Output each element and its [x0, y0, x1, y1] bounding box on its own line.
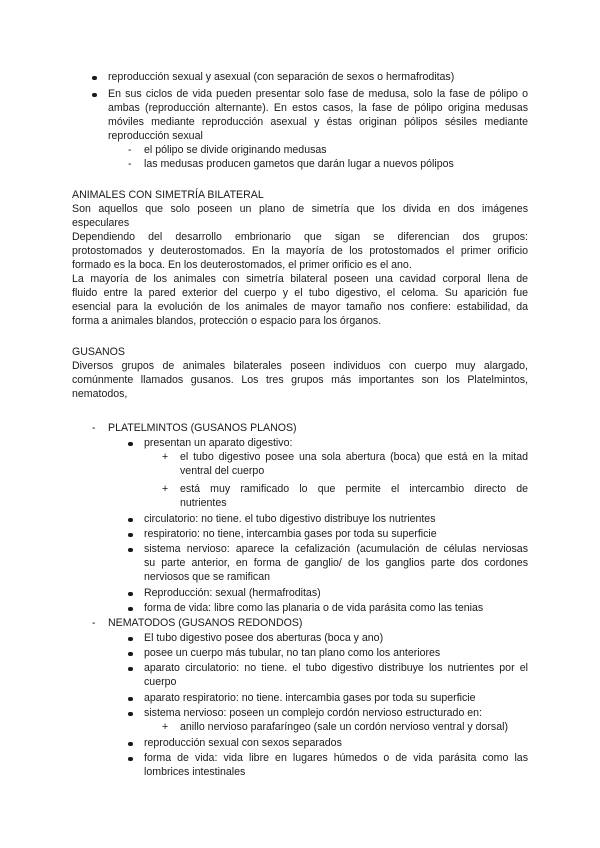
- nem-forma-vida: forma de vida: vida libre en lugares húmedos o de vida parásita como las: [144, 752, 528, 764]
- ciclo-line: móviles mediante reproducción asexual y éstas originan pólipos sésiles mediante: [108, 116, 528, 128]
- simetria-line: Dependiendo del desarrollo embrionario que sigan se diferencian dos grupos:: [72, 231, 528, 243]
- simetria-line: Son aquellos que solo poseen un plano de simetría que los divida en dos imágenes: [72, 203, 528, 215]
- plat-reproduccion: Reproducción: sexual (hermafroditas): [144, 587, 321, 599]
- platelmintos-title: PLATELMINTOS (GUSANOS PLANOS): [108, 422, 297, 434]
- simetria-line: La mayoría de los animales con simetría bilateral poseen una cavidad corporal llena de: [72, 273, 528, 285]
- dash-marker: -: [128, 158, 132, 170]
- dash-marker: -: [92, 422, 96, 434]
- plat-circulatorio: circulatorio: no tiene. el tubo digestivo distribuye los nutrientes: [144, 513, 436, 525]
- plat-digestivo-sub: está muy ramificado lo que permite el intercambio directo de: [180, 483, 528, 495]
- simetria-line: formado es la boca. En los deuterostomados, el primer orificio es el ano.: [72, 259, 412, 271]
- nem-forma-vida: lombrices intestinales: [144, 766, 246, 778]
- nem-cuerpo: posee un cuerpo más tubular, no tan plano como los anteriores: [144, 647, 441, 659]
- nem-tubo: El tubo digestivo posee dos aberturas (boca y ano): [144, 632, 384, 644]
- nem-circulatorio: cuerpo: [144, 676, 177, 688]
- ciclo-line: ambas (reproducción alternante). En estos casos, la fase de pólipo origina medusas: [108, 102, 528, 114]
- nem-nervioso: sistema nervioso: poseen un complejo cordón nervioso estructurado en:: [144, 707, 483, 719]
- plat-digestivo-sub: ventral del cuerpo: [180, 465, 265, 477]
- plus-marker: +: [162, 483, 169, 495]
- plat-digestivo-sub: el tubo digestivo posee una sola abertura (boca) que está en la mitad: [180, 451, 528, 463]
- nematodos-title: NEMATODOS (GUSANOS REDONDOS): [108, 617, 303, 629]
- simetria-line: forma a animales blandos, protección o espacio para los órganos.: [72, 315, 382, 327]
- section-heading-simetria: ANIMALES CON SIMETRÍA BILATERAL: [72, 189, 264, 201]
- simetria-line: especulares: [72, 217, 130, 229]
- plat-nervioso: nerviosos que se ramifican: [144, 571, 271, 583]
- dash-marker: -: [128, 144, 132, 156]
- sub-bullet: el pólipo se divide originando medusas: [144, 144, 327, 156]
- gusanos-line: comúnmente llamados gusanos. Los tres grupos más importantes son los Platelmintos,: [72, 374, 528, 386]
- simetria-line: protostomados y deuterostomados. En la mayoría de los protostomados el primer orificio: [72, 245, 528, 257]
- nem-respiratorio: aparato respiratorio: no tiene. intercambia gases por toda su superficie: [144, 692, 476, 704]
- simetria-line: fluido entre la pared exterior del cuerpo y el tubo digestivo, el celoma. Su aparición fue: [72, 287, 528, 299]
- dash-marker: -: [92, 617, 96, 629]
- ciclo-line: En sus ciclos de vida pueden presentar solo fase de medusa, solo la fase de pólipo o: [108, 88, 528, 100]
- plat-digestivo-sub: nutrientes: [180, 497, 227, 509]
- nem-circulatorio: aparato circulatorio: no tiene. el tubo digestivo distribuye los nutrientes por el: [144, 662, 528, 674]
- gusanos-line: Diversos grupos de animales bilaterales poseen individuos con cuerpo muy alargado,: [72, 360, 528, 372]
- plat-forma-vida: forma de vida: libre como las planaria o de vida parásita como las tenias: [144, 602, 484, 614]
- plus-marker: +: [162, 451, 169, 463]
- sub-bullet: las medusas producen gametos que darán lugar a nuevos pólipos: [144, 158, 454, 170]
- nem-nervioso-sub: anillo nervioso parafaríngeo (sale un cordón nervioso ventral y dorsal): [180, 721, 508, 733]
- section-heading-gusanos: GUSANOS: [72, 346, 125, 358]
- plus-marker: +: [162, 721, 169, 733]
- gusanos-line: nematodos,: [72, 388, 128, 400]
- simetria-line: esencial para la evolución de los animales de mayor tamaño nos confiere: estabilidad, da: [72, 301, 528, 313]
- plat-digestivo: presentan un aparato digestivo:: [144, 437, 293, 449]
- nem-reproduccion: reproducción sexual con sexos separados: [144, 737, 342, 749]
- plat-respiratorio: respiratorio: no tiene, intercambia gases por toda su superficie: [144, 528, 437, 540]
- bullet-reproduccion: reproducción sexual y asexual (con separación de sexos o hermafroditas): [108, 71, 455, 83]
- plat-nervioso: su parte anterior, en forma de ganglio/ de los ganglios parte dos cordones: [144, 557, 528, 569]
- ciclo-line: reproducción sexual: [108, 130, 203, 142]
- plat-nervioso: sistema nervioso: aparece la cefalización (acumulación de células nerviosas: [144, 543, 528, 555]
